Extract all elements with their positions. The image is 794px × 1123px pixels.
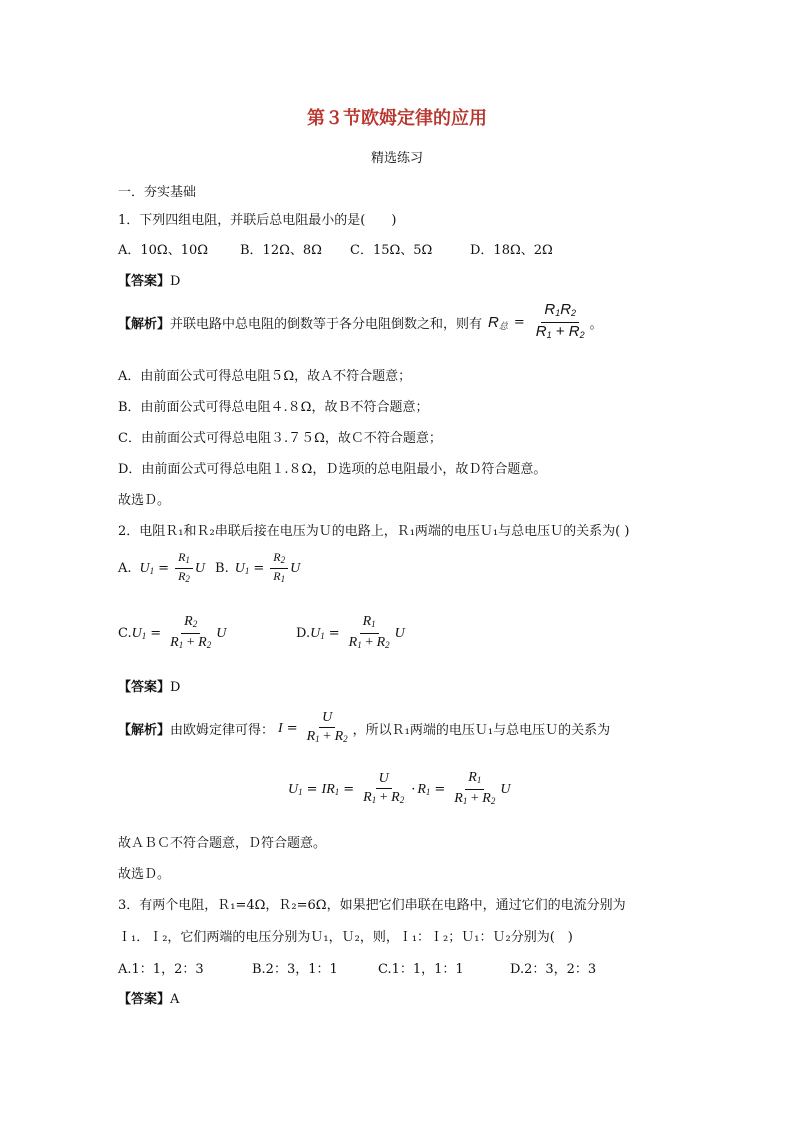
q1-option-d: D．18Ω、2Ω xyxy=(470,243,553,258)
q1-analysis-line-c: C．由前面公式可得总电阻３.７５Ω，故Ｃ不符合题意； xyxy=(118,431,442,446)
q2-option-d: D. $U_1$ = $\frac{R_1}{R_1 + R_2}$ U xyxy=(296,614,405,653)
q1-analysis-line-a: A．由前面公式可得总电阻５Ω，故Ａ不符合题意； xyxy=(118,369,412,384)
analysis-text: 并联电路中总电阻的倒数等于各分电阻倒数之和，则有 xyxy=(170,317,483,332)
analysis-text-2: ，所以Ｒ₁两端的电压Ｕ₁与总电压Ｕ的关系为 xyxy=(352,723,611,738)
q2-option-c-label: C. xyxy=(118,626,132,641)
page-title: 第３节欧姆定律的应用 xyxy=(307,108,487,129)
formula-parallel-fraction: $\frac{R_1R_2}{R_1 + R_2}$ xyxy=(535,301,585,340)
q2-conclusion: 故选Ｄ。 xyxy=(118,867,171,882)
ohm-law-fraction: $\frac{U}{R_1 + R_2}$ xyxy=(306,710,348,744)
page-subtitle: 精选练习 xyxy=(370,151,423,166)
q1-analysis-line-d: D．由前面公式可得总电阻１.８Ω，Ｄ选项的总电阻最小，故Ｄ符合题意。 xyxy=(118,462,547,477)
q2-option-a-fraction: $\frac{R_1}{R_2}$ xyxy=(175,551,193,586)
q1-conclusion: 故选Ｄ。 xyxy=(118,493,171,508)
answer-value: D xyxy=(170,274,181,289)
q1-stem: 1．下列四组电阻，并联后总电阻最小的是( ) xyxy=(118,213,397,228)
q3-stem-line-2: Ｉ₁．Ｉ₂，它们两端的电压分别为Ｕ₁，Ｕ₂，则，Ｉ₁：Ｉ₂；Ｕ₁：Ｕ₂分别为( ) xyxy=(118,930,573,945)
q1-option-a: A．10Ω、10Ω xyxy=(118,243,209,258)
q2-analysis: 【解析】 由欧姆定律可得： I = $\frac{U}{R_1 + R_2}$ ，所以Ｒ₁两端的电压Ｕ₁与总电压Ｕ的关系为 xyxy=(118,710,610,747)
answer-value: A xyxy=(170,992,180,1007)
q2-option-b-label: B. xyxy=(215,561,229,576)
formula-end: 。 xyxy=(589,317,603,332)
q2-stem: 2．电阻Ｒ₁和Ｒ₂串联后接在电压为Ｕ的电路上，Ｒ₁两端的电压Ｕ₁与总电压Ｕ的关系为( ) xyxy=(118,524,630,539)
q3-option-a: A.1：1，2：3 xyxy=(118,962,204,977)
answer-label: 【答案】 xyxy=(118,992,171,1007)
answer-value: D xyxy=(170,680,181,695)
q2-option-c-fraction: $\frac{R_2}{R_1 + R_2}$ xyxy=(170,614,212,650)
q1-analysis: 【解析】 并联电路中总电阻的倒数等于各分电阻倒数之和，则有 $R_总$ = $\frac{R_1R_2}{R_1 + R_2}$ 。 xyxy=(118,302,603,343)
q2-derivation: $U_1$ = $IR_1$ = $\frac{U}{R_1 + R_2}$ · $R_1$ = $\frac{R_1}{R_1 + R_2}$ U xyxy=(288,770,510,809)
q1-answer xyxy=(118,270,180,289)
q2-answer xyxy=(118,676,180,695)
derivation-fraction-1: $\frac{U}{R_1 + R_2}$ xyxy=(363,771,405,805)
q2-analysis-line: 故ＡＢＣ不符合题意，Ｄ符合题意。 xyxy=(118,836,327,851)
q1-option-b: B．12Ω、8Ω xyxy=(240,243,322,258)
formula-lhs: $R_总$ xyxy=(488,313,508,331)
q3-answer xyxy=(118,988,179,1007)
analysis-text-1: 由欧姆定律可得： xyxy=(170,723,275,738)
derivation-fraction-2: $\frac{R_1}{R_1 + R_2}$ xyxy=(454,770,496,806)
q3-stem-line-1: 3．有两个电阻，Ｒ₁=4Ω，Ｒ₂=6Ω，如果把它们串联在电路中，通过它们的电流分别为 xyxy=(118,898,626,913)
q1-option-c: C．15Ω、5Ω xyxy=(350,243,433,258)
analysis-label: 【解析】 xyxy=(118,723,171,738)
answer-label: 【答案】 xyxy=(118,274,171,289)
answer-label: 【答案】 xyxy=(118,680,171,695)
q2-option-d-fraction: $\frac{R_1}{R_1 + R_2}$ xyxy=(348,614,390,650)
q3-option-c: C.1：1，1：1 xyxy=(378,962,464,977)
q2-option-c: C. $U_1$ = $\frac{R_2}{R_1 + R_2}$ U xyxy=(118,614,226,653)
analysis-label: 【解析】 xyxy=(118,317,171,332)
q3-option-d: D.2：3，2：3 xyxy=(510,962,597,977)
q1-analysis-line-b: B．由前面公式可得总电阻４.８Ω，故Ｂ不符合题意； xyxy=(118,400,429,415)
q3-option-b: B.2：3，1：1 xyxy=(252,962,338,977)
q2-option-b-fraction: $\frac{R_2}{R_1}$ xyxy=(270,551,288,586)
section-heading: 一．夯实基础 xyxy=(118,185,197,200)
q2-options-ab: A. $U_1$ = $\frac{R_1}{R_2}$ U B. $U_1$ = $\frac{R_2}{R_1}$ U xyxy=(118,550,301,584)
q2-option-d-label: D. xyxy=(296,626,311,641)
q2-option-a-label: A. xyxy=(118,561,132,576)
